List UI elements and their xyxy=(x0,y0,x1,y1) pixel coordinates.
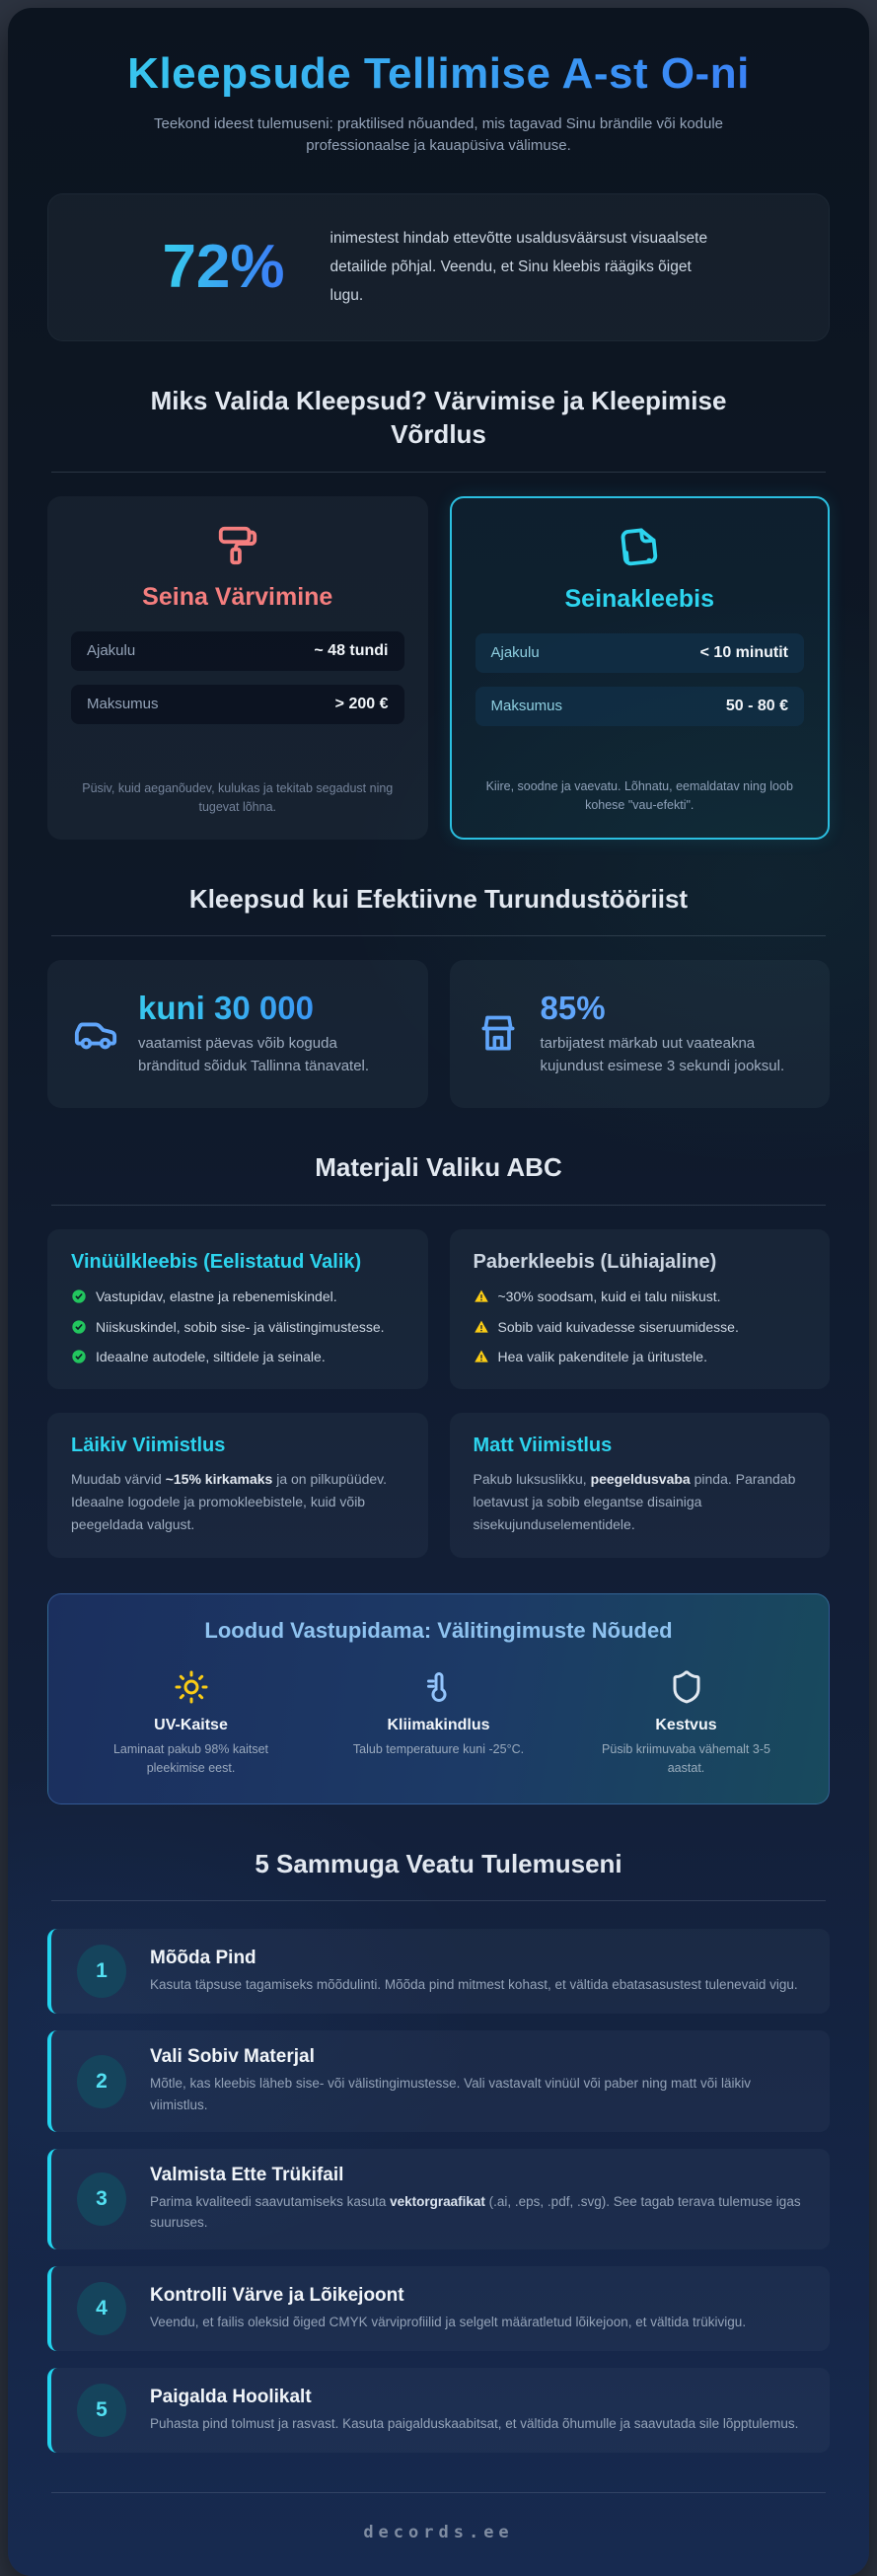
warning-triangle-icon xyxy=(474,1348,489,1364)
step-text xyxy=(150,2413,798,2435)
step-title: Paigalda Hoolikalt xyxy=(150,2386,312,2407)
step-body xyxy=(150,1948,798,1996)
marketing-heading: Kleepsud kui Efektiivne Turundustööriist xyxy=(188,883,689,914)
climate-resistance-feature xyxy=(324,1667,553,1778)
storefront-stat-text: tarbijatest märkab uut vaateakna kujundust esimese 3 sekundi jooksul. xyxy=(540,1035,785,1075)
row-label: Maksumus xyxy=(490,698,563,714)
sticker-card-title: Seinakleebis xyxy=(564,584,714,613)
text-segment: ja on pilkupüüdev. Ideaalne logodele ja promokleebistele, kuid võib peegeldada valgust. xyxy=(71,1470,388,1533)
list-item xyxy=(71,1318,404,1338)
footer-divider xyxy=(51,2492,826,2493)
list-item xyxy=(71,1288,404,1307)
sticker-icon xyxy=(475,524,805,571)
wall-painting-card xyxy=(47,496,428,840)
row-value: ~ 48 tundi xyxy=(314,641,389,659)
check-circle-icon xyxy=(71,1348,87,1364)
materials-grid-top xyxy=(47,1229,830,1389)
text-segment-bold: ~15% kirkamaks xyxy=(165,1470,273,1487)
durability-feature xyxy=(571,1667,801,1778)
comparison-heading: Miks Valida Kleepsud? Värvimise ja Kleepimise Võrdlus xyxy=(150,385,727,449)
text-segment: Pakub luksuslikku, xyxy=(473,1470,591,1487)
step-body xyxy=(150,2165,804,2234)
page-subtitle: Teekond ideest tulemuseni: praktilised nõuanded, mis tagavad Sinu brändile või kodule professionaalse ja kauapüsiva välimuse. xyxy=(153,114,724,155)
vehicle-stat-card xyxy=(47,960,428,1108)
storefront-stat-value: 85% xyxy=(540,989,606,1026)
step-item-1 xyxy=(47,1929,830,2014)
storefront-stat-card xyxy=(450,960,831,1108)
step-number-badge: 5 xyxy=(77,2384,126,2437)
materials-grid-bottom xyxy=(47,1413,830,1558)
list-item-text: Niiskuskindel, sobib sise- ja välistingimustesse. xyxy=(96,1318,385,1335)
text-segment: Mõtle, kas kleebis läheb sise- või välistingimustesse. Vali vastavalt vinüül või paber ning matt või läikiv viimistlus. xyxy=(150,2076,752,2113)
row-value: 50 - 80 € xyxy=(725,697,788,714)
step-text xyxy=(150,2073,804,2115)
vehicle-stat-text: vaatamist päevas võib koguda bränditud sõiduk Tallinna tänavatel. xyxy=(138,1035,370,1075)
step-number-badge: 1 xyxy=(77,1945,126,1998)
materials-section xyxy=(47,1151,830,1558)
steps-list xyxy=(47,1929,830,2452)
sticker-card-rows xyxy=(475,633,805,726)
list-item-text: Sobib vaid kuivadesse siseruumidesse. xyxy=(497,1318,739,1335)
page-footer xyxy=(47,2453,830,2542)
shield-icon xyxy=(571,1667,801,1707)
text-segment: pinda. Parandab loetavust ja sobib elegantse disainiga sisekujunduselementidele. xyxy=(473,1470,796,1533)
row-value: > 200 € xyxy=(334,695,389,712)
paint-roller-icon xyxy=(71,522,404,569)
list-item xyxy=(71,1348,404,1367)
row-label: Ajakulu xyxy=(87,642,136,659)
sticker-time-row xyxy=(475,633,805,673)
paper-caveats-list xyxy=(474,1288,807,1367)
feature-name: UV-Kaitse xyxy=(154,1717,228,1734)
materials-heading: Materjali Valiku ABC xyxy=(315,1152,562,1183)
text-segment-bold: peegeldusvaba xyxy=(590,1470,691,1487)
check-circle-icon xyxy=(71,1318,87,1335)
text-segment: Muudab värvid xyxy=(71,1470,166,1487)
sticker-cost-row xyxy=(475,687,805,726)
row-value: < 10 minutit xyxy=(699,643,788,661)
vehicle-stat-value: kuni 30 000 xyxy=(138,991,402,1026)
step-item-2 xyxy=(47,2030,830,2131)
brand-name: decords.ee xyxy=(363,2522,514,2542)
list-item xyxy=(474,1318,807,1338)
feature-text: Talub temperatuure kuni -25°C. xyxy=(352,1742,525,1757)
section-divider xyxy=(51,472,826,473)
hero-stat-value: 72% xyxy=(162,233,285,302)
text-segment: Veendu, et failis oleksid õiged CMYK värviprofiilid ja selgelt määratletud lõikejoon, et vältida trükivigu. xyxy=(150,2314,747,2329)
page-header xyxy=(47,49,830,158)
list-item-text: Ideaalne autodele, siltidele ja seinale. xyxy=(96,1349,326,1365)
steps-heading: 5 Sammuga Veatu Tulemuseni xyxy=(255,1848,622,1878)
text-segment: Kasuta täpsuse tagamiseks mõõdulinti. Mõõda pind mitmest kohast, et vältida ebatasasustest tulenevaid vigu. xyxy=(150,1977,798,1993)
hero-stat-card xyxy=(47,193,830,341)
paper-card xyxy=(450,1229,831,1389)
sticker-card-note: Kiire, soodne ja vaevatu. Lõhnatu, eemaldatav ning loob kohese "vau-efekti". xyxy=(485,778,793,813)
step-number-badge: 3 xyxy=(77,2172,126,2226)
paper-card-title: Paberkleebis (Lühiajaline) xyxy=(473,1251,717,1274)
glossy-finish-title: Läikiv Viimistlus xyxy=(71,1434,226,1456)
list-item xyxy=(474,1348,807,1367)
thermometer-icon xyxy=(324,1667,553,1707)
section-divider xyxy=(51,935,826,936)
matte-finish-text xyxy=(474,1468,807,1536)
step-text xyxy=(150,2191,804,2234)
feature-name: Kestvus xyxy=(655,1717,717,1734)
vinyl-benefits-list xyxy=(71,1288,404,1367)
car-icon xyxy=(73,1011,118,1057)
glossy-finish-text xyxy=(71,1468,404,1536)
durability-features xyxy=(76,1667,801,1778)
step-item-5 xyxy=(47,2368,830,2453)
uv-protection-feature xyxy=(76,1667,306,1778)
step-item-4 xyxy=(47,2266,830,2351)
step-item-3 xyxy=(47,2149,830,2249)
wall-sticker-card xyxy=(450,496,831,840)
feature-text: Laminaat pakub 98% kaitset pleekimise eest. xyxy=(112,1742,269,1775)
text-segment: Puhasta pind tolmust ja rasvast. Kasuta paigalduskaabitsat, et vältida õhumulle ja saavutada sile lõpptulemus. xyxy=(150,2415,799,2431)
storefront-stat-body xyxy=(541,991,805,1078)
text-segment-bold: vektorgraafikat xyxy=(390,2193,485,2209)
storefront-icon xyxy=(475,1012,521,1056)
step-text xyxy=(150,1974,798,1996)
list-item xyxy=(474,1288,807,1307)
step-title: Vali Sobiv Materjal xyxy=(150,2046,315,2068)
comparison-section xyxy=(47,385,830,840)
step-body xyxy=(150,2285,746,2333)
step-body xyxy=(150,2387,798,2435)
marketing-grid xyxy=(47,960,830,1108)
vehicle-stat-body xyxy=(138,991,402,1078)
feature-text: Püsib kriimuvaba vähemalt 3-5 aastat. xyxy=(602,1742,770,1775)
step-title: Mõõda Pind xyxy=(150,1948,256,1969)
check-circle-icon xyxy=(71,1288,87,1304)
matte-finish-title: Matt Viimistlus xyxy=(473,1434,613,1456)
durability-heading: Loodud Vastupidama: Välitingimuste Nõuded xyxy=(204,1618,673,1644)
step-title: Valmista Ette Trükifail xyxy=(150,2164,344,2185)
list-item-text: Vastupidav, elastne ja rebenemiskindel. xyxy=(96,1288,337,1305)
section-divider xyxy=(51,1205,826,1206)
painting-card-rows xyxy=(71,631,404,724)
list-item-text: Hea valik pakenditele ja üritustele. xyxy=(497,1349,707,1365)
row-label: Maksumus xyxy=(87,696,159,712)
row-label: Ajakulu xyxy=(490,644,540,661)
infographic-page xyxy=(8,8,869,2576)
text-segment: (.ai, .eps, .pdf, .svg). See tagab terava tulemuse igas suuruses. xyxy=(150,2193,801,2231)
step-number-badge: 2 xyxy=(77,2055,126,2108)
section-divider xyxy=(51,1900,826,1901)
marketing-section xyxy=(47,883,830,1109)
step-text xyxy=(150,2312,746,2333)
page-title: Kleepsude Tellimise A-st O-ni xyxy=(47,49,830,100)
vinyl-card xyxy=(47,1229,428,1389)
feature-name: Kliimakindlus xyxy=(387,1717,490,1734)
painting-card-note: Püsiv, kuid aeganõudev, kulukas ja tekitab segadust ning tugevat lõhna. xyxy=(82,780,394,815)
painting-card-title: Seina Värvimine xyxy=(142,582,333,611)
steps-section xyxy=(47,1848,830,2453)
matte-finish-card xyxy=(450,1413,831,1558)
warning-triangle-icon xyxy=(474,1288,489,1304)
step-number-badge: 4 xyxy=(77,2282,126,2335)
hero-stat-text: inimestest hindab ettevõtte usaldusväärsust visuaalsete detailide põhjal. Veendu, et Sinu kleebis räägiks õiget lugu. xyxy=(329,229,708,305)
comparison-grid xyxy=(47,496,830,840)
step-body xyxy=(150,2046,804,2115)
glossy-finish-card xyxy=(47,1413,428,1558)
painting-time-row xyxy=(71,631,404,671)
warning-triangle-icon xyxy=(474,1318,489,1335)
step-title: Kontrolli Värve ja Lõikejoont xyxy=(150,2284,404,2306)
durability-banner xyxy=(47,1593,830,1804)
painting-cost-row xyxy=(71,685,404,724)
vinyl-card-title: Vinüülkleebis (Eelistatud Valik) xyxy=(71,1251,362,1274)
text-segment: Parima kvaliteedi saavutamiseks kasuta xyxy=(150,2193,391,2209)
sun-icon xyxy=(76,1667,306,1707)
list-item-text: ~30% soodsam, kuid ei talu niiskust. xyxy=(497,1288,721,1305)
